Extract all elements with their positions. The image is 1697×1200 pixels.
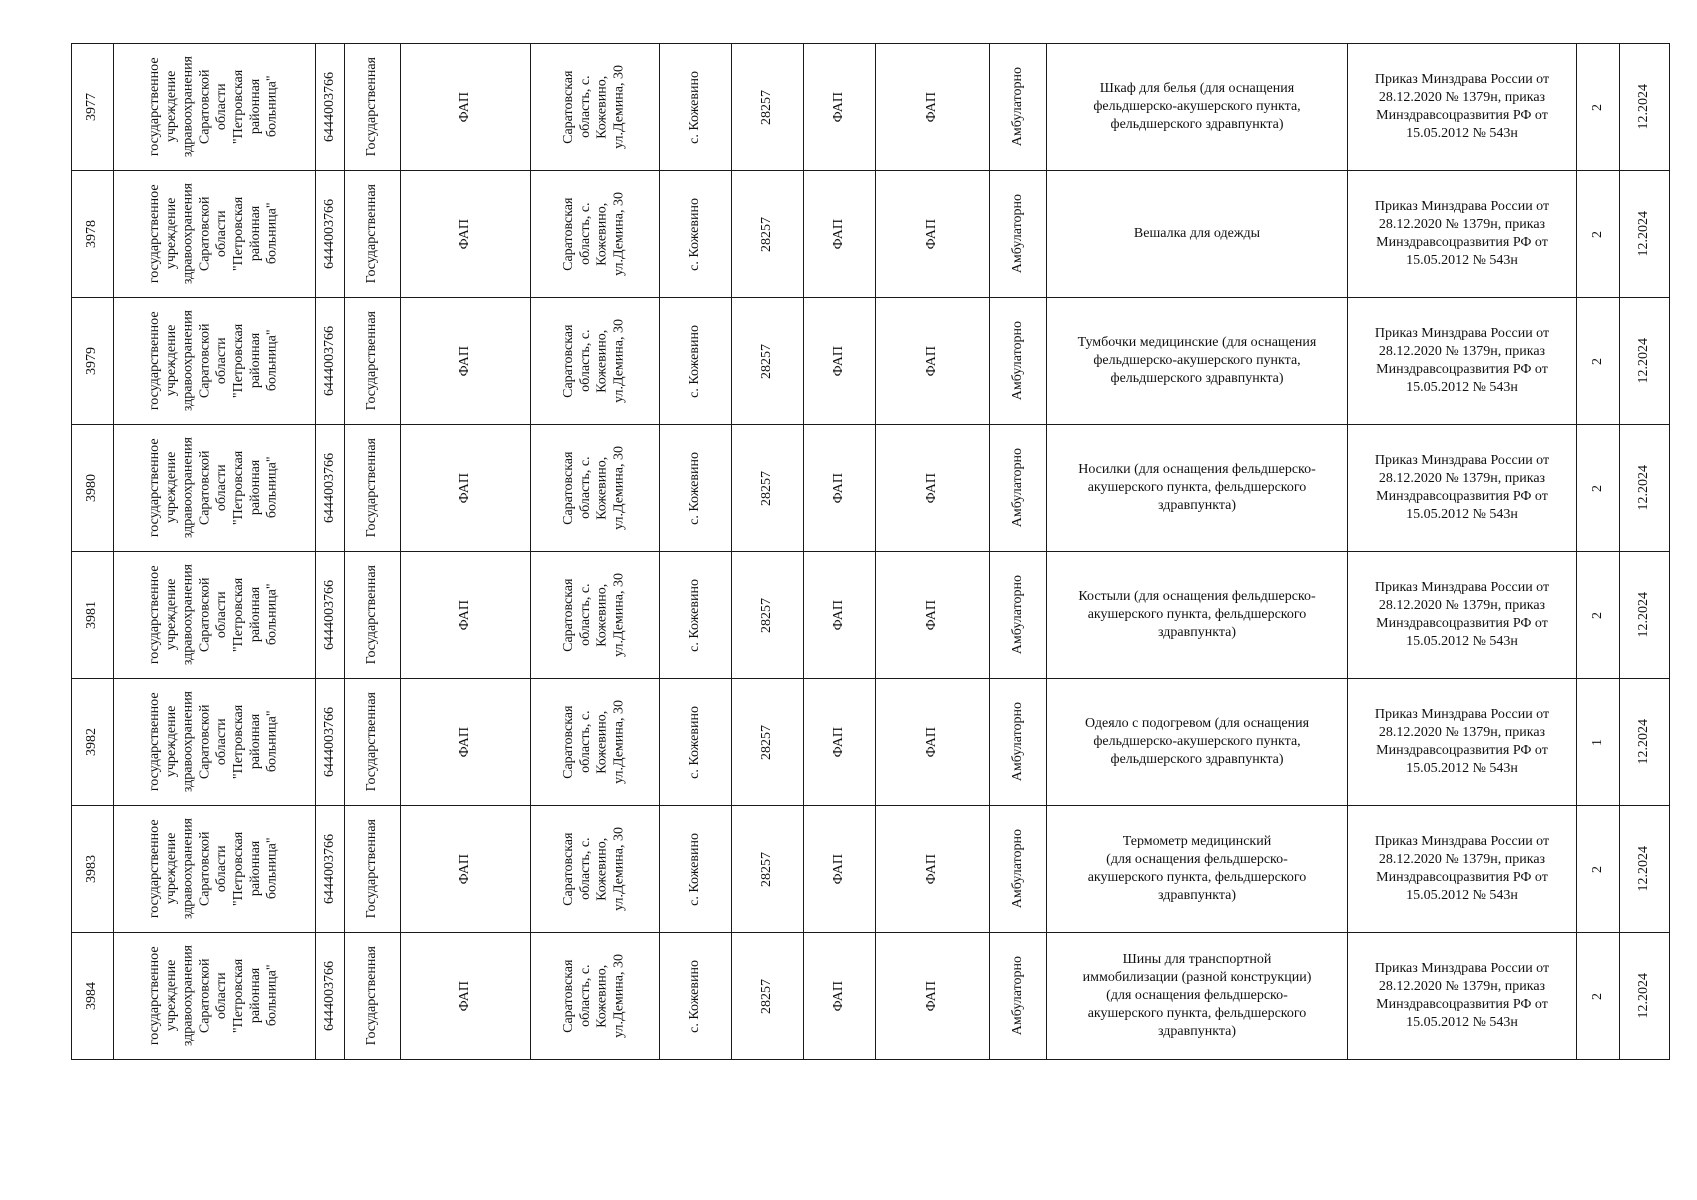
cell-locality <box>660 298 732 425</box>
inn-text: 6444003766 <box>321 707 337 777</box>
cell-ownership <box>345 44 401 171</box>
order-text: Приказ Минздрава России от 28.12.2020 № 1379н, приказ Минздравсоцразвития РФ от 15.05.2012 № 543н <box>1374 833 1550 904</box>
qty-text: 2 <box>1589 230 1605 238</box>
org-text: государственное учреждение здравоохранения Саратовской области "Петровская районная больница" <box>147 437 280 539</box>
locality-text: с. Кожевино <box>687 578 703 652</box>
cell-ownership <box>345 933 401 1060</box>
cell-type2 <box>876 933 990 1060</box>
equipment-text: Тумбочки медицинские (для оснащения фельдшерско-акушерского пункта, фельдшерского здравпункта) <box>1077 334 1317 387</box>
cell-org <box>114 679 316 806</box>
date-text: 12.2024 <box>1636 592 1652 638</box>
cell-order <box>1348 933 1577 1060</box>
cell-date <box>1620 298 1670 425</box>
table-row <box>72 679 1670 806</box>
ownership-text: Государственная <box>364 692 380 792</box>
cell-num <box>72 552 114 679</box>
date-text: 12.2024 <box>1636 84 1652 130</box>
type2-text: ФАП <box>924 472 940 504</box>
cell-code <box>732 298 804 425</box>
table-body <box>72 44 1670 1060</box>
cell-num <box>72 933 114 1060</box>
ownership-text: Государственная <box>364 184 380 284</box>
type1-text: ФАП <box>831 599 847 631</box>
num-text: 3984 <box>84 982 100 1010</box>
unit-text: ФАП <box>457 472 473 504</box>
unit-text: ФАП <box>457 218 473 250</box>
code-text: 28257 <box>759 89 775 125</box>
locality-text: с. Кожевино <box>687 70 703 144</box>
order-text: Приказ Минздрава России от 28.12.2020 № 1379н, приказ Минздравсоцразвития РФ от 15.05.2012 № 543н <box>1374 579 1550 650</box>
cell-unit <box>401 933 531 1060</box>
ownership-text: Государственная <box>364 565 380 665</box>
address-text: Саратовская область, с. Кожевино, ул.Демина, 30 <box>561 573 627 657</box>
cell-address <box>531 933 660 1060</box>
date-text: 12.2024 <box>1636 973 1652 1019</box>
type2-text: ФАП <box>924 345 940 377</box>
type1-text: ФАП <box>831 853 847 885</box>
unit-text: ФАП <box>457 599 473 631</box>
table-row <box>72 298 1670 425</box>
cell-code <box>732 44 804 171</box>
cell-code <box>732 171 804 298</box>
cell-type2 <box>876 806 990 933</box>
cell-locality <box>660 552 732 679</box>
inn-text: 6444003766 <box>321 961 337 1031</box>
cell-inn <box>316 679 345 806</box>
locality-text: с. Кожевино <box>687 197 703 271</box>
cell-type1 <box>804 425 876 552</box>
qty-text: 2 <box>1589 611 1605 619</box>
ownership-text: Государственная <box>364 57 380 157</box>
type2-text: ФАП <box>924 726 940 758</box>
cell-unit <box>401 171 531 298</box>
qty-text: 2 <box>1589 865 1605 873</box>
care-text: Амбулаторно <box>1009 321 1025 401</box>
cell-address <box>531 679 660 806</box>
code-text: 28257 <box>759 470 775 506</box>
ownership-text: Государственная <box>364 438 380 538</box>
cell-type2 <box>876 679 990 806</box>
cell-code <box>732 552 804 679</box>
cell-equipment <box>1047 44 1348 171</box>
care-text: Амбулаторно <box>1009 67 1025 147</box>
cell-inn <box>316 425 345 552</box>
care-text: Амбулаторно <box>1009 575 1025 655</box>
cell-code <box>732 806 804 933</box>
code-text: 28257 <box>759 851 775 887</box>
care-text: Амбулаторно <box>1009 829 1025 909</box>
ownership-text: Государственная <box>364 819 380 919</box>
table-row <box>72 171 1670 298</box>
type2-text: ФАП <box>924 980 940 1012</box>
table-row <box>72 933 1670 1060</box>
order-text: Приказ Минздрава России от 28.12.2020 № 1379н, приказ Минздравсоцразвития РФ от 15.05.2012 № 543н <box>1374 198 1550 269</box>
type2-text: ФАП <box>924 853 940 885</box>
cell-locality <box>660 44 732 171</box>
cell-order <box>1348 425 1577 552</box>
cell-unit <box>401 679 531 806</box>
registry-table <box>71 43 1670 1060</box>
cell-order <box>1348 171 1577 298</box>
equipment-text: Одеяло с подогревом (для оснащения фельдшерско-акушерского пункта, фельдшерского здравпункта) <box>1084 715 1310 768</box>
equipment-text: Носилки (для оснащения фельдшерско- акушерского пункта, фельдшерского здравпункта) <box>1078 461 1316 514</box>
cell-unit <box>401 552 531 679</box>
unit-text: ФАП <box>457 853 473 885</box>
cell-date <box>1620 806 1670 933</box>
care-text: Амбулаторно <box>1009 956 1025 1036</box>
cell-org <box>114 44 316 171</box>
qty-text: 2 <box>1589 357 1605 365</box>
cell-order <box>1348 44 1577 171</box>
date-text: 12.2024 <box>1636 465 1652 511</box>
address-text: Саратовская область, с. Кожевино, ул.Демина, 30 <box>561 65 627 149</box>
cell-locality <box>660 679 732 806</box>
qty-text: 2 <box>1589 103 1605 111</box>
address-text: Саратовская область, с. Кожевино, ул.Демина, 30 <box>561 446 627 530</box>
date-text: 12.2024 <box>1636 338 1652 384</box>
cell-date <box>1620 933 1670 1060</box>
type1-text: ФАП <box>831 91 847 123</box>
cell-qty <box>1577 806 1620 933</box>
cell-type1 <box>804 933 876 1060</box>
type1-text: ФАП <box>831 345 847 377</box>
care-text: Амбулаторно <box>1009 448 1025 528</box>
qty-text: 2 <box>1589 484 1605 492</box>
qty-text: 1 <box>1589 738 1605 746</box>
cell-type1 <box>804 171 876 298</box>
org-text: государственное учреждение здравоохранения Саратовской области "Петровская районная больница" <box>147 310 280 412</box>
equipment-text: Костыли (для оснащения фельдшерско- акушерского пункта, фельдшерского здравпункта) <box>1078 588 1316 641</box>
cell-inn <box>316 933 345 1060</box>
order-text: Приказ Минздрава России от 28.12.2020 № 1379н, приказ Минздравсоцразвития РФ от 15.05.2012 № 543н <box>1374 452 1550 523</box>
num-text: 3980 <box>84 474 100 502</box>
cell-type1 <box>804 552 876 679</box>
cell-date <box>1620 552 1670 679</box>
equipment-text: Шкаф для белья (для оснащения фельдшерско-акушерского пункта, фельдшерского здравпункта) <box>1093 80 1301 133</box>
cell-qty <box>1577 933 1620 1060</box>
org-text: государственное учреждение здравоохранения Саратовской области "Петровская районная больница" <box>147 818 280 920</box>
cell-org <box>114 425 316 552</box>
cell-locality <box>660 425 732 552</box>
cell-equipment <box>1047 425 1348 552</box>
cell-code <box>732 425 804 552</box>
cell-num <box>72 44 114 171</box>
cell-qty <box>1577 44 1620 171</box>
ownership-text: Государственная <box>364 946 380 1046</box>
cell-type1 <box>804 806 876 933</box>
equipment-text: Термометр медицинский (для оснащения фельдшерско- акушерского пункта, фельдшерского здравпункта) <box>1087 833 1307 904</box>
unit-text: ФАП <box>457 980 473 1012</box>
cell-org <box>114 552 316 679</box>
address-text: Саратовская область, с. Кожевино, ул.Демина, 30 <box>561 700 627 784</box>
order-text: Приказ Минздрава России от 28.12.2020 № 1379н, приказ Минздравсоцразвития РФ от 15.05.2012 № 543н <box>1374 71 1550 142</box>
cell-care <box>990 298 1047 425</box>
cell-address <box>531 298 660 425</box>
inn-text: 6444003766 <box>321 72 337 142</box>
cell-order <box>1348 552 1577 679</box>
ownership-text: Государственная <box>364 311 380 411</box>
cell-org <box>114 806 316 933</box>
cell-address <box>531 806 660 933</box>
cell-equipment <box>1047 679 1348 806</box>
num-text: 3981 <box>84 601 100 629</box>
code-text: 28257 <box>759 724 775 760</box>
unit-text: ФАП <box>457 726 473 758</box>
cell-address <box>531 552 660 679</box>
cell-qty <box>1577 298 1620 425</box>
cell-address <box>531 425 660 552</box>
cell-ownership <box>345 298 401 425</box>
cell-address <box>531 171 660 298</box>
cell-type2 <box>876 552 990 679</box>
cell-date <box>1620 425 1670 552</box>
cell-unit <box>401 806 531 933</box>
cell-num <box>72 171 114 298</box>
locality-text: с. Кожевино <box>687 832 703 906</box>
cell-equipment <box>1047 552 1348 679</box>
type2-text: ФАП <box>924 218 940 250</box>
qty-text: 2 <box>1589 992 1605 1000</box>
code-text: 28257 <box>759 597 775 633</box>
cell-org <box>114 298 316 425</box>
org-text: государственное учреждение здравоохранения Саратовской области "Петровская районная больница" <box>147 945 280 1047</box>
cell-unit <box>401 44 531 171</box>
cell-ownership <box>345 806 401 933</box>
org-text: государственное учреждение здравоохранения Саратовской области "Петровская районная больница" <box>147 56 280 158</box>
date-text: 12.2024 <box>1636 846 1652 892</box>
cell-unit <box>401 425 531 552</box>
cell-type1 <box>804 44 876 171</box>
num-text: 3979 <box>84 347 100 375</box>
cell-locality <box>660 806 732 933</box>
cell-qty <box>1577 171 1620 298</box>
cell-num <box>72 679 114 806</box>
cell-org <box>114 171 316 298</box>
address-text: Саратовская область, с. Кожевино, ул.Демина, 30 <box>561 192 627 276</box>
cell-locality <box>660 171 732 298</box>
equipment-text: Шины для транспортной иммобилизации (разной конструкции) (для оснащения фельдшерско- акушерского пункта, фельдшерского здравпункта) <box>1082 951 1312 1040</box>
inn-text: 6444003766 <box>321 199 337 269</box>
cell-org <box>114 933 316 1060</box>
type1-text: ФАП <box>831 472 847 504</box>
locality-text: с. Кожевино <box>687 959 703 1033</box>
address-text: Саратовская область, с. Кожевино, ул.Демина, 30 <box>561 319 627 403</box>
type1-text: ФАП <box>831 218 847 250</box>
cell-type2 <box>876 171 990 298</box>
cell-type1 <box>804 679 876 806</box>
cell-care <box>990 806 1047 933</box>
cell-address <box>531 44 660 171</box>
cell-care <box>990 933 1047 1060</box>
num-text: 3977 <box>84 93 100 121</box>
cell-care <box>990 44 1047 171</box>
type1-text: ФАП <box>831 980 847 1012</box>
num-text: 3983 <box>84 855 100 883</box>
locality-text: с. Кожевино <box>687 324 703 398</box>
type2-text: ФАП <box>924 599 940 631</box>
cell-equipment <box>1047 298 1348 425</box>
org-text: государственное учреждение здравоохранения Саратовской области "Петровская районная больница" <box>147 183 280 285</box>
order-text: Приказ Минздрава России от 28.12.2020 № 1379н, приказ Минздравсоцразвития РФ от 15.05.2012 № 543н <box>1374 706 1550 777</box>
cell-inn <box>316 552 345 679</box>
cell-qty <box>1577 425 1620 552</box>
cell-care <box>990 552 1047 679</box>
code-text: 28257 <box>759 343 775 379</box>
address-text: Саратовская область, с. Кожевино, ул.Демина, 30 <box>561 827 627 911</box>
cell-care <box>990 679 1047 806</box>
cell-num <box>72 806 114 933</box>
inn-text: 6444003766 <box>321 580 337 650</box>
table-row <box>72 44 1670 171</box>
cell-type1 <box>804 298 876 425</box>
org-text: государственное учреждение здравоохранения Саратовской области "Петровская районная больница" <box>147 564 280 666</box>
locality-text: с. Кожевино <box>687 451 703 525</box>
cell-locality <box>660 933 732 1060</box>
cell-type2 <box>876 425 990 552</box>
date-text: 12.2024 <box>1636 719 1652 765</box>
table-row <box>72 806 1670 933</box>
care-text: Амбулаторно <box>1009 194 1025 274</box>
cell-date <box>1620 44 1670 171</box>
locality-text: с. Кожевино <box>687 705 703 779</box>
cell-type2 <box>876 44 990 171</box>
cell-ownership <box>345 679 401 806</box>
inn-text: 6444003766 <box>321 326 337 396</box>
order-text: Приказ Минздрава России от 28.12.2020 № 1379н, приказ Минздравсоцразвития РФ от 15.05.2012 № 543н <box>1374 960 1550 1031</box>
order-text: Приказ Минздрава России от 28.12.2020 № 1379н, приказ Минздравсоцразвития РФ от 15.05.2012 № 543н <box>1374 325 1550 396</box>
cell-qty <box>1577 679 1620 806</box>
cell-order <box>1348 298 1577 425</box>
cell-equipment <box>1047 933 1348 1060</box>
org-text: государственное учреждение здравоохранения Саратовской области "Петровская районная больница" <box>147 691 280 793</box>
equipment-text: Вешалка для одежды <box>1133 225 1261 241</box>
cell-order <box>1348 679 1577 806</box>
table-row <box>72 552 1670 679</box>
cell-inn <box>316 171 345 298</box>
cell-inn <box>316 44 345 171</box>
cell-ownership <box>345 171 401 298</box>
inn-text: 6444003766 <box>321 834 337 904</box>
cell-order <box>1348 806 1577 933</box>
type2-text: ФАП <box>924 91 940 123</box>
cell-ownership <box>345 425 401 552</box>
date-text: 12.2024 <box>1636 211 1652 257</box>
cell-inn <box>316 806 345 933</box>
code-text: 28257 <box>759 978 775 1014</box>
cell-num <box>72 298 114 425</box>
cell-ownership <box>345 552 401 679</box>
code-text: 28257 <box>759 216 775 252</box>
cell-type2 <box>876 298 990 425</box>
table-row <box>72 425 1670 552</box>
num-text: 3982 <box>84 728 100 756</box>
care-text: Амбулаторно <box>1009 702 1025 782</box>
type1-text: ФАП <box>831 726 847 758</box>
cell-qty <box>1577 552 1620 679</box>
cell-code <box>732 933 804 1060</box>
num-text: 3978 <box>84 220 100 248</box>
cell-unit <box>401 298 531 425</box>
unit-text: ФАП <box>457 91 473 123</box>
cell-equipment <box>1047 171 1348 298</box>
cell-inn <box>316 298 345 425</box>
address-text: Саратовская область, с. Кожевино, ул.Демина, 30 <box>561 954 627 1038</box>
inn-text: 6444003766 <box>321 453 337 523</box>
cell-date <box>1620 171 1670 298</box>
cell-care <box>990 171 1047 298</box>
cell-equipment <box>1047 806 1348 933</box>
cell-num <box>72 425 114 552</box>
unit-text: ФАП <box>457 345 473 377</box>
cell-code <box>732 679 804 806</box>
cell-date <box>1620 679 1670 806</box>
cell-care <box>990 425 1047 552</box>
